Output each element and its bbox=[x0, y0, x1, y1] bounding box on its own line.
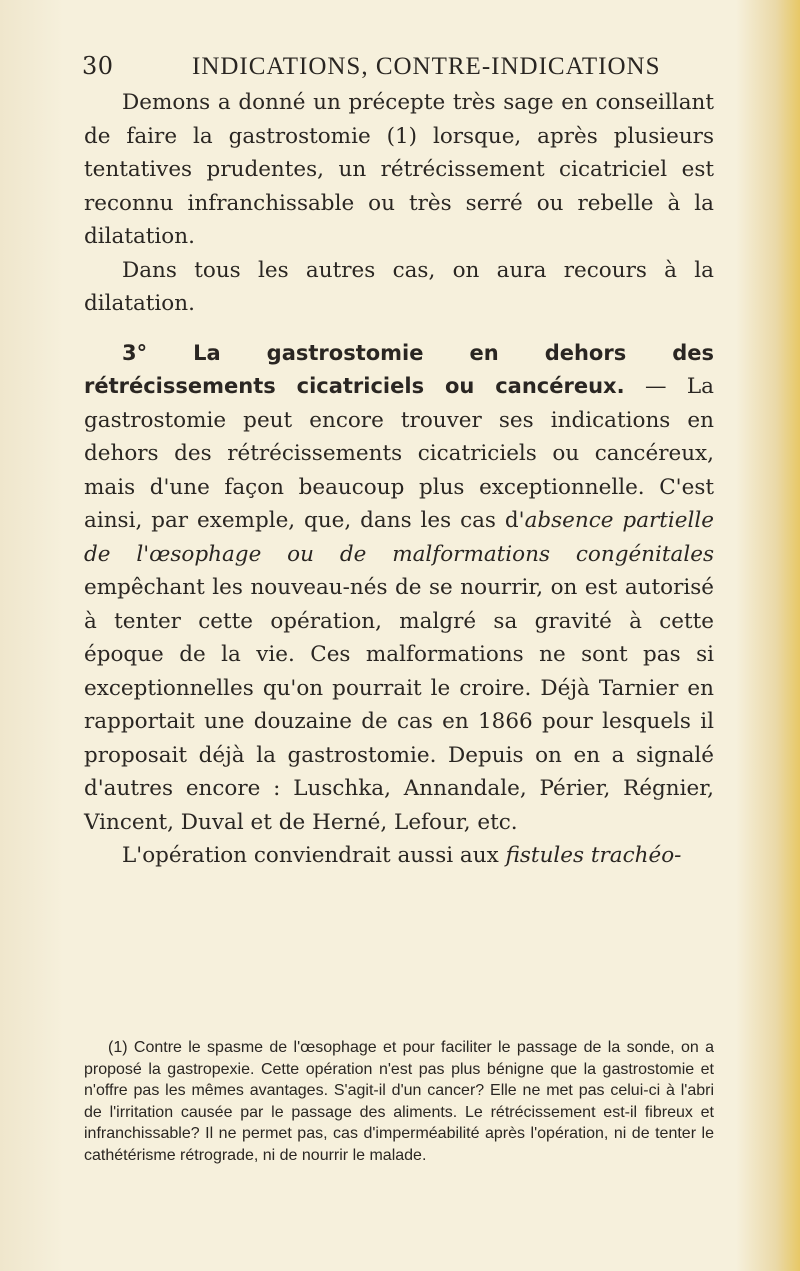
paragraph-3-part-a: — La gastrostomie peut encore trouver ses indications en dehors des rétrécissements cicatriciels ou cancéreux, mais d'une façon beaucoup plus exceptionnelle. C'est ainsi, par exemple, que, dans les cas d' bbox=[84, 374, 715, 533]
paragraph-3-part-b: empêchant les nouveau-nés de se nourrir, on est autorisé à tenter cette opération, malgré sa gravité à cette époque de la vie. Ces malformations ne sont pas si exceptionnelles qu'on pourrait le croire. Déjà Tarnier en rapportait une douzaine de cas en 1866 pour lesquels il proposait déjà la gastrostomie. Depuis on en a signalé d'autres encore : Luschka, Annandale, Périer, Régnier, Vincent, Duval et de Herné, Lefour, etc. bbox=[84, 575, 714, 835]
paragraph-2: Dans tous les autres cas, on aura recours à la dilatation. bbox=[84, 257, 714, 316]
running-title: INDICATIONS, CONTRE-INDICATIONS bbox=[192, 53, 661, 80]
paragraph-3 bbox=[84, 337, 714, 840]
footnote bbox=[84, 1037, 714, 1167]
paragraph-4 bbox=[84, 839, 714, 873]
paragraph-4-part-a: L'opération conviendrait aussi aux bbox=[122, 843, 506, 868]
paragraph-4-italic: fistules trachéo- bbox=[505, 843, 682, 868]
page-number: 30 bbox=[82, 52, 114, 80]
paragraph-3-italic: absence partielle de l'œsophage ou de malformations congénitales bbox=[84, 508, 715, 567]
page-header bbox=[82, 52, 722, 81]
paragraph-1: Demons a donné un précepte très sage en conseillant de faire la gastrostomie (1) lorsque, après plusieurs tentatives prudentes, un rétrécissement cicatriciel est reconnu infranchissable ou très serré ou rebelle à la dilatation. bbox=[84, 90, 714, 249]
section-title: 3° La gastrostomie en dehors des rétrécissements cicatriciels ou cancéreux. bbox=[84, 340, 714, 398]
footnote-text: (1) Contre le spasme de l'œsophage et pour faciliter le passage de la sonde, on a proposé la gastropexie. Cette opération n'est pas plus bénigne que la gastrostomie et n'offre pas les mêmes avantages. S'agit-il d'un cancer? Elle ne met pas celui-ci à l'abri de l'irritation causée par le passage des aliments. Le rétrécissement est-il fibreux et infranchissable? Il ne permet pas, cas d'imperméabilité après l'opération, ni de tenter le cathétérisme rétrograde, ni de nourrir le malade. bbox=[84, 1039, 714, 1164]
main-text bbox=[84, 86, 714, 873]
